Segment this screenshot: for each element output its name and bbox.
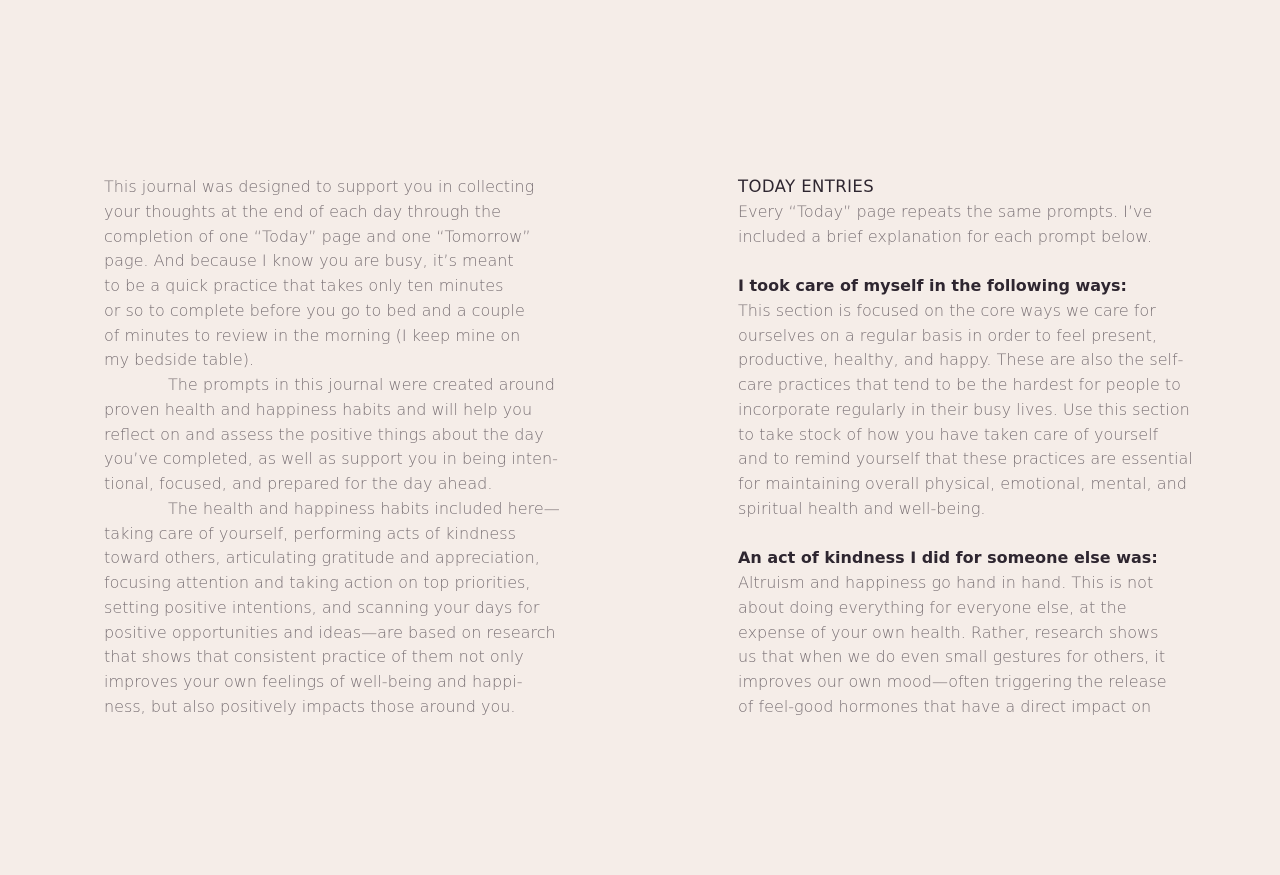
body-line: The health and happiness habits included here— (168, 498, 560, 518)
body-line: completion of one “Today” page and one “Tomorrow” (104, 226, 531, 246)
body-line: care practices that tend to be the hardest for people to (738, 375, 1181, 394)
right-page (738, 175, 1208, 720)
body-line: of minutes to review in the morning (I keep mine on (104, 325, 521, 345)
body-line: and to remind yourself that these practices are essential (738, 449, 1193, 469)
body-line: spiritual health and well-being. (738, 498, 986, 518)
prompt-title: I took care of myself in the following ways: (738, 276, 1127, 295)
body-line: ness, but also positively impacts those around you. (104, 696, 516, 716)
body-line: improves your own feelings of well-being and happi- (104, 672, 523, 691)
body-line: Altruism and happiness go hand in hand. This is not (738, 573, 1154, 592)
body-line: to take stock of how you have taken care of yourself (738, 424, 1159, 444)
body-line: my bedside table). (104, 350, 255, 370)
body-line: ourselves on a regular basis in order to feel present, (738, 325, 1157, 345)
prompt-title: An act of kindness I did for someone else was: (738, 548, 1158, 568)
body-line: or so to complete before you go to bed and a couple (104, 300, 525, 320)
body-line: reflect on and assess the positive things about the day (104, 424, 544, 444)
body-line: you’ve completed, as well as support you in being inten- (104, 449, 558, 469)
body-line: your thoughts at the end of each day through the (104, 201, 501, 221)
body-line: productive, healthy, and happy. These are also the self- (738, 350, 1184, 370)
body-line: us that when we do even small gestures for others, it (738, 647, 1166, 667)
body-line: expense of your own health. Rather, research shows (738, 622, 1159, 642)
body-line: page. And because I know you are busy, it’s meant (104, 251, 514, 271)
section-heading: TODAY ENTRIES (738, 177, 875, 196)
body-line: for maintaining overall physical, emotional, mental, and (738, 474, 1187, 493)
body-line: Every “Today” page repeats the same prompts. I’ve (738, 201, 1153, 221)
body-line: improves our own mood—often triggering the release (738, 672, 1167, 691)
body-line: setting positive intentions, and scanning your days for (104, 597, 540, 617)
body-line: This section is focused on the core ways we care for (738, 300, 1156, 320)
body-line: taking care of yourself, performing acts of kindness (104, 523, 516, 543)
body-line: toward others, articulating gratitude and appreciation, (104, 548, 540, 568)
body-line: tional, focused, and prepared for the day ahead. (104, 474, 493, 493)
body-line: of feel-good hormones that have a direct impact on (738, 696, 1152, 716)
body-line: proven health and happiness habits and will help you (104, 399, 533, 419)
paragraph-gap (738, 249, 1208, 274)
body-line: included a brief explanation for each prompt below. (738, 226, 1152, 246)
body-line: to be a quick practice that takes only ten minutes (104, 276, 504, 295)
body-line: incorporate regularly in their busy lives. Use this section (738, 399, 1190, 419)
body-line: focusing attention and taking action on top priorities, (104, 573, 531, 592)
paragraph-gap (738, 522, 1208, 547)
body-line: This journal was designed to support you in collecting (104, 177, 535, 196)
left-page (104, 175, 574, 720)
body-line: about doing everything for everyone else, at the (738, 597, 1127, 617)
body-line: that shows that consistent practice of them not only (104, 647, 524, 667)
body-line: The prompts in this journal were created around (168, 375, 555, 394)
body-line: positive opportunities and ideas—are based on research (104, 622, 556, 642)
